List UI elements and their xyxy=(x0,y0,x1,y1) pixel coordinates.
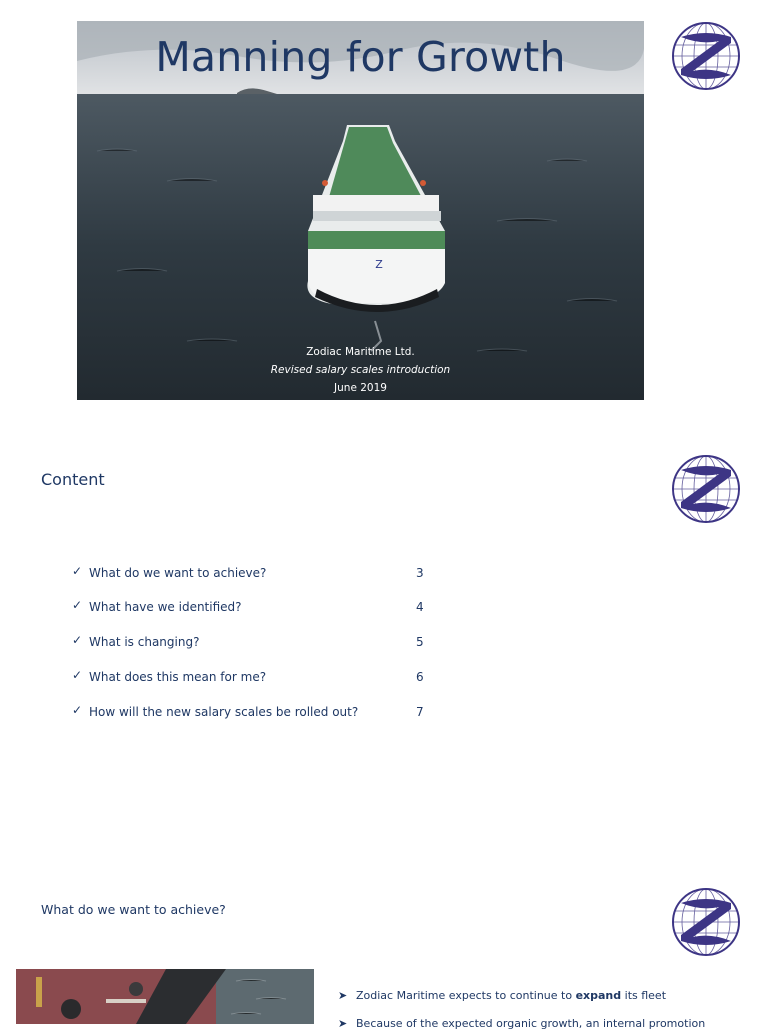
arrow-bullet-icon: ➤ xyxy=(338,989,348,1002)
cover-subtitle: Revised salary scales introduction xyxy=(270,364,451,376)
cover-caption xyxy=(77,343,644,397)
toc-item[interactable] xyxy=(72,635,432,655)
check-icon: ✓ xyxy=(72,598,83,612)
toc-item-page: 5 xyxy=(416,635,424,649)
toc-item[interactable] xyxy=(72,566,432,586)
toc-item-label: What have we identified? xyxy=(89,600,242,614)
bullet-text: Because of the expected organic growth, an internal promotion xyxy=(356,1017,706,1030)
check-icon: ✓ xyxy=(72,703,83,717)
content-title: Content xyxy=(41,470,105,489)
check-icon: ✓ xyxy=(72,564,83,578)
company-name: Zodiac Maritime Ltd. xyxy=(306,346,415,358)
toc-item-label: What does this mean for me? xyxy=(89,670,267,684)
toc-item-page: 3 xyxy=(416,566,424,580)
toc-item[interactable] xyxy=(72,670,432,690)
achieve-title: What do we want to achieve? xyxy=(41,902,226,917)
toc-item[interactable] xyxy=(72,705,432,725)
toc-item-page: 6 xyxy=(416,670,424,684)
check-icon: ✓ xyxy=(72,668,83,682)
zodiac-logo-icon xyxy=(671,454,741,524)
cover-slide xyxy=(77,21,644,400)
zodiac-logo-icon xyxy=(671,887,741,957)
bullet-item xyxy=(338,989,748,1002)
toc-item-page: 4 xyxy=(416,600,424,614)
toc-item[interactable] xyxy=(72,600,432,620)
bullet-text-suffix: its fleet xyxy=(621,989,667,1002)
toc-item-label: What is changing? xyxy=(89,635,200,649)
deck-photo xyxy=(16,969,314,1024)
toc-item-label: How will the new salary scales be rolled out? xyxy=(89,705,359,719)
arrow-bullet-icon: ➤ xyxy=(338,1017,348,1030)
bullet-text-bold: expand xyxy=(575,989,622,1002)
toc-item-label: What do we want to achieve? xyxy=(89,566,267,580)
check-icon: ✓ xyxy=(72,633,83,647)
cover-title: Manning for Growth xyxy=(155,33,566,81)
zodiac-logo-icon xyxy=(671,21,741,91)
toc-item-page: 7 xyxy=(416,705,424,719)
svg-text:Z: Z xyxy=(375,258,383,271)
cover-date: June 2019 xyxy=(334,382,387,394)
bullet-text-prefix: Zodiac Maritime expects to continue to xyxy=(356,989,576,1002)
